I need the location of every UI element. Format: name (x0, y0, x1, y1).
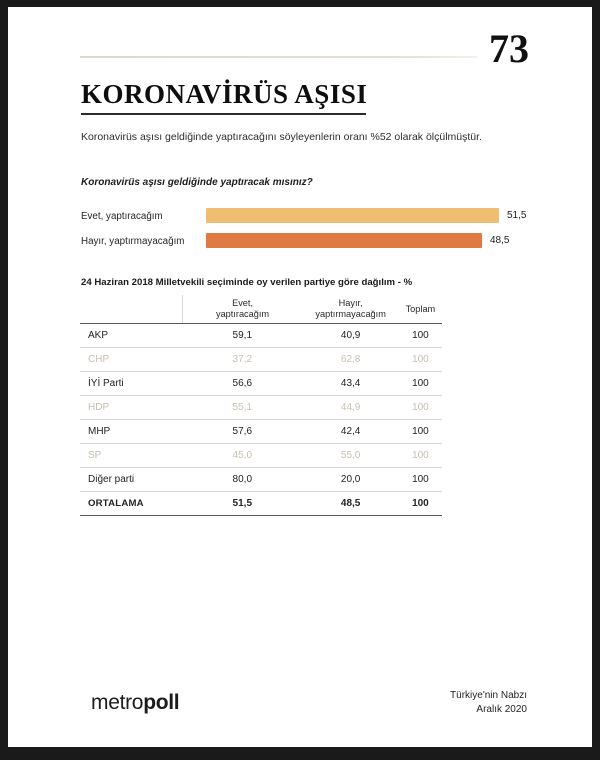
intro-paragraph: Koronavirüs aşısı geldiğinde yaptıracağını söyleyenlerin oranı %52 olarak ölçülmüştür. (81, 131, 482, 143)
cell-no: 20,0 (302, 468, 398, 492)
cell-party: ORTALAMA (80, 492, 182, 516)
bar-fill-no (206, 233, 482, 248)
table-header-no-line2: yaptırmayacağım (315, 309, 386, 319)
table-header-yes (182, 295, 302, 324)
cell-total: 100 (399, 396, 442, 420)
cell-yes: 80,0 (182, 468, 302, 492)
cell-no: 55,0 (302, 444, 398, 468)
cell-no: 40,9 (302, 324, 398, 348)
survey-question: Koronavirüs aşısı geldiğinde yaptıracak mısınız? (81, 177, 313, 188)
cell-no: 42,4 (302, 420, 398, 444)
table-header-no (302, 295, 398, 324)
cell-yes: 57,6 (182, 420, 302, 444)
cell-total: 100 (399, 348, 442, 372)
page-title: KORONAVİRÜS AŞISI (81, 79, 368, 109)
cell-total: 100 (399, 444, 442, 468)
cell-party: Diğer parti (80, 468, 182, 492)
footer-meta (450, 689, 527, 717)
table-header-party (80, 295, 182, 324)
cell-total: 100 (399, 372, 442, 396)
cell-yes: 51,5 (182, 492, 302, 516)
bar-value-yes: 51,5 (507, 210, 527, 221)
bar-value-no: 48,5 (490, 235, 510, 246)
bar-row (81, 207, 527, 229)
logo-text-bold: poll (143, 691, 180, 714)
bar-row (81, 232, 521, 254)
cell-yes: 45,0 (182, 444, 302, 468)
cell-total: 100 (399, 324, 442, 348)
title-underline (81, 113, 366, 115)
table-row (80, 468, 442, 492)
table-row (80, 348, 442, 372)
table-header-no-line1: Hayır, (338, 298, 363, 308)
cell-party: AKP (80, 324, 182, 348)
cell-party: SP (80, 444, 182, 468)
cell-party: HDP (80, 396, 182, 420)
table-row (80, 372, 442, 396)
cell-yes: 59,1 (182, 324, 302, 348)
document-page (8, 7, 592, 747)
cell-party: MHP (80, 420, 182, 444)
cell-total: 100 (399, 420, 442, 444)
table-header-yes-line1: Evet, (232, 298, 253, 308)
table-row (80, 492, 442, 516)
bar-track-no (206, 233, 521, 248)
bar-label-yes: Evet, yaptıracağım (81, 211, 163, 222)
table-header-yes-line2: yaptıracağım (215, 309, 270, 319)
table-body (80, 324, 442, 516)
cell-no: 48,5 (302, 492, 398, 516)
footer-date: Aralık 2020 (476, 704, 527, 715)
table-row (80, 396, 442, 420)
cell-party: İYİ Parti (80, 372, 182, 396)
footer-tagline: Türkiye'nin Nabzı (450, 690, 527, 701)
cell-total: 100 (399, 492, 442, 516)
header-rule (80, 56, 477, 58)
logo-text-light: metro (91, 691, 144, 714)
bar-fill-yes (206, 208, 499, 223)
cell-total: 100 (399, 468, 442, 492)
table-row (80, 324, 442, 348)
bar-track-yes (206, 208, 521, 223)
cell-party: CHP (80, 348, 182, 372)
table-caption: 24 Haziran 2018 Milletvekili seçiminde oy verilen partiye göre dağılım - % (81, 277, 413, 288)
table-row (80, 444, 442, 468)
table-header-row (80, 295, 442, 324)
breakdown-table (80, 295, 442, 516)
cell-yes: 55,1 (182, 396, 302, 420)
page-number: 73 (489, 26, 529, 71)
bar-chart (81, 207, 527, 257)
metropoll-logo (91, 691, 179, 715)
cell-no: 43,4 (302, 372, 398, 396)
bar-label-no: Hayır, yaptırmayacağım (81, 236, 185, 247)
cell-yes: 56,6 (182, 372, 302, 396)
table-row (80, 420, 442, 444)
cell-no: 44,9 (302, 396, 398, 420)
table-header-total: Toplam (399, 295, 442, 324)
cell-yes: 37,2 (182, 348, 302, 372)
cell-no: 62,8 (302, 348, 398, 372)
